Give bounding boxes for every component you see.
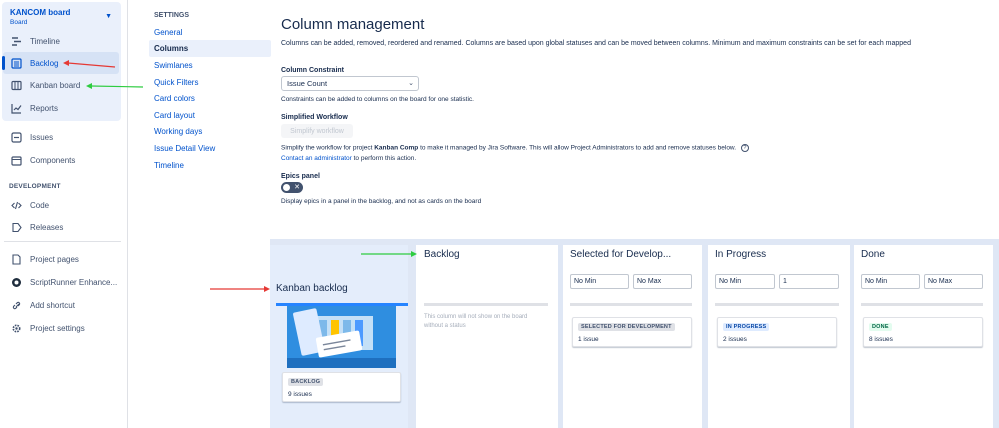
min-input[interactable]: No Min: [570, 274, 629, 289]
column-constraint-label: Column Constraint: [281, 67, 344, 74]
settings-nav-item-issue-detail-view[interactable]: Issue Detail View: [154, 144, 216, 153]
help-icon[interactable]: ?: [741, 144, 749, 152]
page-title: Column management: [281, 16, 425, 33]
contact-admin-line: Contact an administrator to perform this action.: [281, 155, 417, 162]
status-card[interactable]: [717, 317, 837, 347]
project-switcher[interactable]: [10, 8, 118, 27]
timeline-icon: [10, 35, 22, 47]
sidebar-item-label: Timeline: [30, 36, 60, 46]
sidebar-item-backlog[interactable]: [3, 52, 119, 74]
red-arrow-kanban-backlog: [210, 286, 270, 292]
project-type: Board: [10, 19, 28, 26]
pages-icon: [10, 253, 22, 265]
selected-for-development-column[interactable]: [563, 245, 702, 428]
sidebar-item-add-shortcut[interactable]: [0, 294, 121, 316]
sidebar-item-code[interactable]: [0, 194, 121, 216]
column-header-bar: [861, 303, 983, 306]
sidebar-item-label: Backlog: [30, 58, 59, 68]
column-constraint-help: Constraints can be added to columns on the board for one statistic.: [281, 96, 474, 103]
code-icon: [10, 199, 22, 211]
min-input[interactable]: No Min: [715, 274, 775, 289]
min-input[interactable]: No Min: [861, 274, 920, 289]
column-header-bar: [570, 303, 692, 306]
in-progress-column[interactable]: [708, 245, 850, 428]
releases-icon: [10, 221, 22, 233]
issue-count: 8 issues: [869, 336, 893, 343]
settings-nav-heading: SETTINGS: [154, 12, 190, 19]
settings-nav-item-swimlanes[interactable]: Swimlanes: [154, 61, 193, 70]
epics-panel-toggle[interactable]: [281, 182, 303, 193]
toggle-knob: [283, 184, 290, 191]
max-input[interactable]: No Max: [924, 274, 983, 289]
scriptrunner-icon: [10, 276, 22, 288]
sidebar-item-label: Kanban board: [30, 80, 81, 90]
reports-icon: [10, 102, 22, 114]
settings-nav-item-columns[interactable]: Columns: [149, 40, 271, 57]
simplified-workflow-label: Simplified Workflow: [281, 114, 348, 121]
settings-icon: [10, 322, 22, 334]
sidebar-item-project-settings[interactable]: [0, 317, 121, 339]
sidebar-item-label: Add shortcut: [30, 300, 75, 310]
sidebar-item-kanban-board[interactable]: [0, 74, 121, 96]
status-lozenge: IN PROGRESS: [723, 323, 769, 331]
empty-column-note: This column will not show on the board without a status: [424, 314, 528, 329]
column-constraint-select[interactable]: [281, 76, 419, 91]
sidebar-item-components[interactable]: [0, 149, 121, 171]
sidebar-item-label: Releases: [30, 222, 64, 232]
column-constraint-value: Issue Count: [287, 79, 328, 88]
done-column[interactable]: [854, 245, 993, 428]
issue-count: 1 issue: [578, 336, 599, 343]
simplify-workflow-button[interactable]: Simplify workflow: [281, 124, 353, 138]
page-description: Columns can be added, removed, reordered and renamed. Columns are based upon global statuses and can be moved between columns. Minimum and maximum constraints can be set for each mapped: [281, 40, 911, 47]
column-title: Kanban backlog: [276, 283, 348, 294]
contact-administrator-link[interactable]: Contact an administrator: [281, 155, 352, 162]
sidebar-item-label: Reports: [30, 103, 59, 113]
column-title: In Progress: [715, 249, 767, 260]
status-card[interactable]: [282, 372, 401, 402]
settings-nav-item-general[interactable]: General: [154, 28, 183, 37]
column-title: Backlog: [424, 249, 460, 260]
issue-count: 9 issues: [288, 391, 312, 398]
components-icon: [10, 154, 22, 166]
sidebar-item-scriptrunner[interactable]: [0, 271, 121, 293]
settings-nav-item-card-colors[interactable]: Card colors: [154, 94, 195, 103]
project-name: KANCOM board: [10, 8, 71, 17]
project-sidebar: [0, 0, 128, 428]
settings-nav-item-working-days[interactable]: Working days: [154, 127, 203, 136]
board-icon: [10, 79, 22, 91]
sidebar-item-releases[interactable]: [0, 216, 121, 238]
chevron-down-icon: ▼: [105, 13, 112, 20]
simplified-workflow-help: Simplify the workflow for project Kanban Comp to make it managed by Jira Software. This will allow Project Administrators to add and remove statuses below. ?: [281, 144, 749, 152]
sidebar-item-project-pages[interactable]: [0, 248, 121, 270]
max-input[interactable]: No Max: [633, 274, 692, 289]
status-lozenge: BACKLOG: [288, 378, 323, 386]
sidebar-item-label: Project settings: [30, 323, 85, 333]
epics-panel-label: Epics panel: [281, 173, 320, 180]
sidebar-item-label: Components: [30, 155, 76, 165]
column-header-bar: [715, 303, 839, 306]
issue-count: 2 issues: [723, 336, 747, 343]
sidebar-item-reports[interactable]: [0, 97, 121, 119]
settings-nav-item-quick-filters[interactable]: Quick Filters: [154, 78, 199, 87]
status-card[interactable]: [863, 317, 983, 347]
sidebar-item-label: ScriptRunner Enhance...: [30, 277, 118, 287]
close-icon: ✕: [294, 184, 300, 191]
column-header-bar: [424, 303, 548, 306]
backlog-column[interactable]: [416, 245, 558, 428]
sidebar-item-label: Issues: [30, 132, 54, 142]
settings-nav-item-card-layout[interactable]: Card layout: [154, 111, 195, 120]
status-lozenge: SELECTED FOR DEVELOPMENT: [578, 323, 675, 331]
add-shortcut-icon: [10, 299, 22, 311]
sidebar-item-timeline[interactable]: [0, 30, 121, 52]
issues-icon: [10, 131, 22, 143]
status-lozenge: DONE: [869, 323, 892, 331]
max-input[interactable]: 1: [779, 274, 839, 289]
epics-panel-help: Display epics in a panel in the backlog, and not as cards on the board: [281, 198, 482, 205]
project-name-emphasis: Kanban Comp: [374, 144, 419, 152]
sidebar-item-label: Code: [30, 200, 50, 210]
status-card[interactable]: [572, 317, 692, 347]
sidebar-item-label: Project pages: [30, 254, 79, 264]
settings-nav-item-timeline[interactable]: Timeline: [154, 161, 184, 170]
sidebar-divider: [4, 241, 121, 242]
column-title: Selected for Develop...: [570, 249, 672, 260]
sidebar-item-issues[interactable]: [0, 126, 121, 148]
backlog-illustration: [287, 306, 396, 368]
development-section-heading: DEVELOPMENT: [9, 183, 61, 190]
column-title: Done: [861, 249, 885, 260]
chevron-down-icon: ⌄: [408, 80, 414, 87]
backlog-icon: [10, 57, 22, 69]
